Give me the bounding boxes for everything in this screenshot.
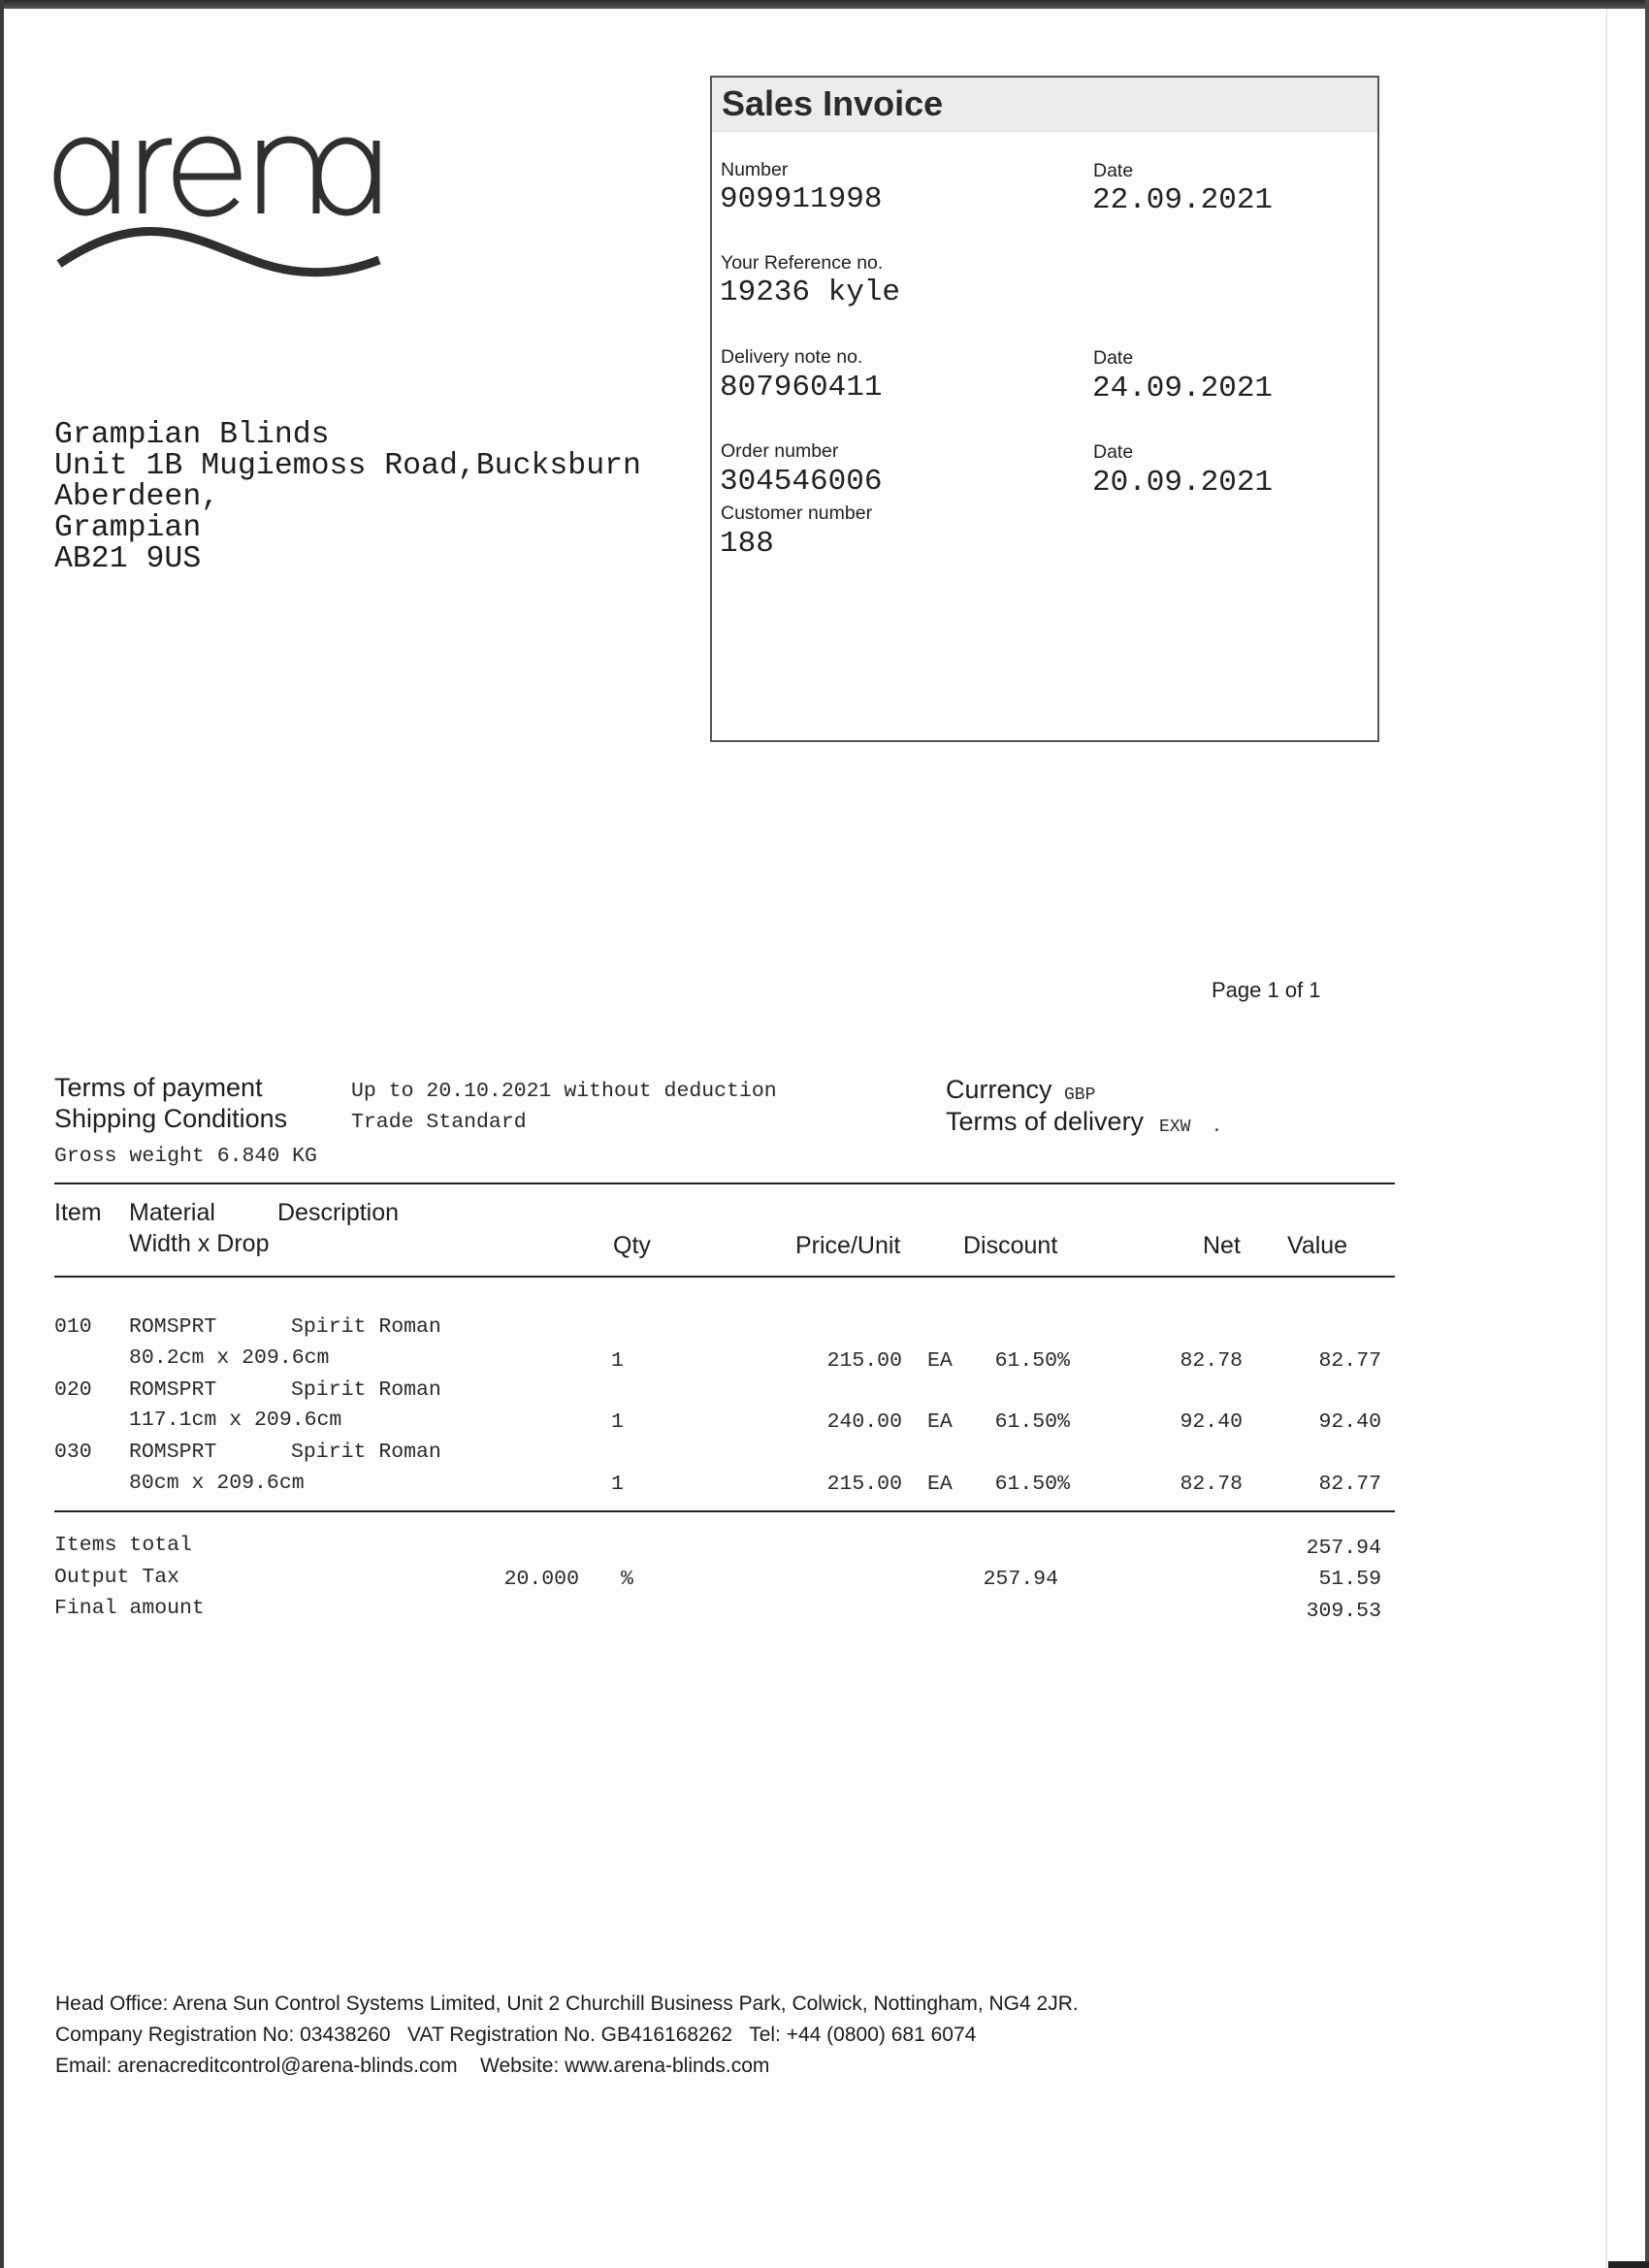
row-value: 92.40 — [1318, 1410, 1381, 1434]
terms-of-delivery-value: EXW — [1159, 1118, 1191, 1137]
row-material: ROMSPRT — [129, 1378, 217, 1402]
row-description: Spirit Roman — [291, 1441, 441, 1464]
invoice-number-label: Number — [721, 159, 789, 180]
row-qty: 1 — [611, 1473, 624, 1496]
recipient-city: Aberdeen, — [54, 480, 220, 514]
col-header-material: Material — [129, 1199, 215, 1226]
output-tax-base: 257.94 — [983, 1568, 1058, 1591]
page-edge-shadow — [1606, 9, 1607, 2268]
row-price: 215.00 — [826, 1473, 902, 1496]
scan-edge-top — [0, 0, 1649, 9]
row-net: 82.78 — [1180, 1349, 1243, 1373]
row-size: 117.1cm x 209.6cm — [129, 1409, 342, 1432]
recipient-street: Unit 1B Mugiemoss Road,Bucksburn — [54, 449, 641, 483]
order-date-label: Date — [1093, 441, 1134, 463]
invoice-box-header — [712, 78, 1377, 132]
terms-of-payment-label: Terms of payment — [54, 1073, 263, 1102]
row-net: 82.78 — [1180, 1473, 1243, 1496]
scan-edge-right — [1645, 0, 1649, 2268]
reference-label: Your Reference no. — [721, 252, 884, 274]
row-material: ROMSPRT — [129, 1441, 217, 1464]
row-discount: 61.50% — [994, 1473, 1070, 1496]
row-item: 010 — [54, 1315, 92, 1339]
order-number: 304546006 — [720, 465, 883, 499]
col-header-discount: Discount — [963, 1232, 1058, 1259]
row-discount: 61.50% — [994, 1349, 1070, 1373]
row-qty: 1 — [611, 1349, 624, 1373]
footer-contact: Email: arenacreditcontrol@arena-blinds.com Website: www.arena-blinds.com — [55, 2055, 770, 2077]
delivery-date-label: Date — [1093, 347, 1134, 369]
terms-of-delivery-suffix: . — [1212, 1118, 1222, 1137]
row-price: 215.00 — [826, 1349, 902, 1373]
row-size: 80.2cm x 209.6cm — [129, 1346, 330, 1370]
invoice-info-box — [710, 76, 1379, 742]
output-tax-label: Output Tax — [54, 1566, 180, 1589]
row-qty: 1 — [611, 1410, 624, 1434]
scan-corner-mark — [1608, 2261, 1649, 2268]
logo-wave — [59, 231, 379, 272]
customer-number-label: Customer number — [721, 502, 873, 524]
order-date: 20.09.2021 — [1092, 466, 1274, 500]
logo-text: arena — [53, 132, 56, 133]
row-discount: 61.50% — [994, 1410, 1070, 1434]
order-number-label: Order number — [721, 440, 839, 462]
output-tax-rate: 20.000 — [503, 1568, 579, 1591]
invoice-date: 22.09.2021 — [1092, 183, 1274, 217]
row-value: 82.77 — [1318, 1349, 1381, 1373]
currency-label: Currency — [946, 1075, 1052, 1104]
arena-logo — [53, 132, 383, 277]
row-unit: EA — [927, 1349, 953, 1373]
row-net: 92.40 — [1180, 1410, 1243, 1434]
col-header-item: Item — [54, 1199, 102, 1226]
recipient-postcode: AB21 9US — [54, 542, 202, 576]
recipient-region: Grampian — [54, 511, 202, 545]
scan-edge-left — [0, 0, 4, 2268]
final-amount-value: 309.53 — [1306, 1600, 1381, 1623]
row-unit: EA — [927, 1473, 953, 1496]
row-description: Spirit Roman — [291, 1315, 441, 1339]
customer-number: 188 — [720, 527, 774, 561]
row-value: 82.77 — [1318, 1473, 1381, 1496]
delivery-note-label: Delivery note no. — [721, 346, 863, 368]
terms-of-delivery-label: Terms of delivery — [946, 1107, 1145, 1136]
table-top-rule — [54, 1183, 1395, 1184]
row-size: 80cm x 209.6cm — [129, 1472, 305, 1495]
col-header-qty: Qty — [613, 1232, 651, 1259]
gross-weight: Gross weight 6.840 KG — [54, 1145, 317, 1168]
invoice-date-label: Date — [1093, 160, 1134, 181]
row-description: Spirit Roman — [291, 1378, 441, 1402]
row-item: 030 — [54, 1441, 92, 1464]
invoice-title: Sales Invoice — [722, 83, 944, 123]
table-bottom-rule — [54, 1510, 1395, 1512]
final-amount-label: Final amount — [54, 1597, 205, 1620]
invoice-number: 909911998 — [720, 182, 883, 216]
output-tax-percent: % — [621, 1568, 633, 1591]
recipient-address — [54, 420, 641, 575]
delivery-note-number: 807960411 — [720, 371, 883, 405]
row-unit: EA — [927, 1410, 953, 1434]
col-header-width-drop: Width x Drop — [129, 1230, 270, 1257]
shipping-conditions-label: Shipping Conditions — [54, 1104, 288, 1133]
row-material: ROMSPRT — [129, 1315, 217, 1339]
col-header-price-unit: Price/Unit — [795, 1232, 901, 1259]
terms-of-payment-value: Up to 20.10.2021 without deduction — [351, 1080, 777, 1103]
shipping-conditions-value: Trade Standard — [351, 1111, 527, 1134]
row-item: 020 — [54, 1378, 92, 1402]
row-price: 240.00 — [826, 1410, 902, 1434]
recipient-name: Grampian Blinds — [54, 418, 330, 452]
page-indicator: Page 1 of 1 — [1212, 978, 1321, 1002]
delivery-date: 24.09.2021 — [1092, 372, 1274, 405]
table-header-rule — [54, 1276, 1395, 1278]
col-header-net: Net — [1203, 1232, 1241, 1259]
currency-value: GBP — [1064, 1085, 1096, 1105]
footer-registration: Company Registration No: 03438260 VAT Registration No. GB416168262 Tel: +44 (0800) 681 6074 — [55, 2024, 977, 2046]
items-total-value: 257.94 — [1306, 1537, 1381, 1560]
col-header-value: Value — [1287, 1232, 1348, 1259]
output-tax-amount: 51.59 — [1318, 1568, 1381, 1591]
footer-head-office: Head Office: Arena Sun Control Systems Limited, Unit 2 Churchill Business Park, Colwick, Nottingham, NG4 2JR. — [55, 1993, 1079, 2015]
col-header-description: Description — [277, 1199, 400, 1226]
items-total-label: Items total — [54, 1534, 192, 1557]
reference-value: 19236 kyle — [720, 275, 901, 309]
